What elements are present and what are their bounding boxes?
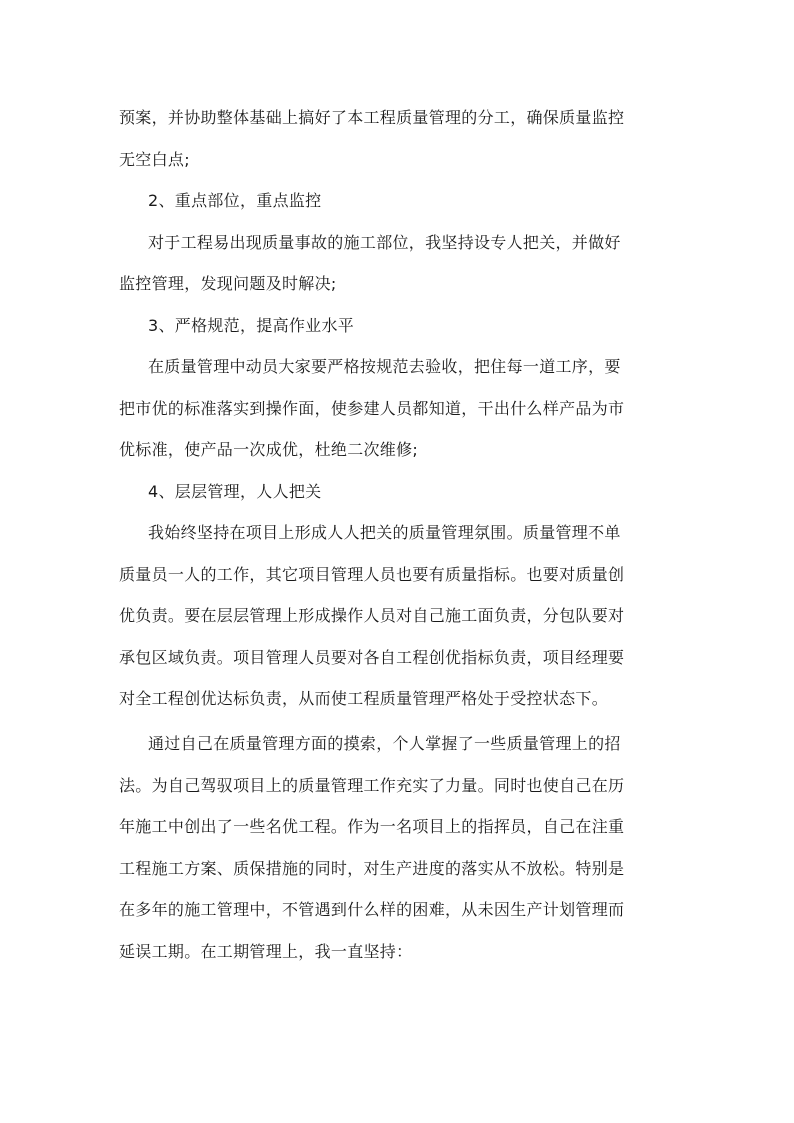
text-line: 法。为自己驾驭项目上的质量管理工作充实了力量。同时也使自己在历	[119, 776, 625, 795]
paragraph-start: 我始终坚持在项目上形成人人把关的质量管理氛围。质量管理不单	[148, 523, 621, 542]
section-heading: 2、重点部位，重点监控	[148, 191, 322, 210]
paragraph-start: 在质量管理中动员大家要严格按规范去验收，把住每一道工序，要	[148, 357, 621, 376]
text-line: 对全工程创优达标负责，从而使工程质量管理严格处于受控状态下。	[119, 689, 609, 708]
paragraph-start: 对于工程易出现质量事故的施工部位，我坚持设专人把关，并做好	[148, 233, 621, 252]
text-line: 承包区域负责。项目管理人员要对各自工程创优指标负责，项目经理要	[119, 648, 625, 667]
text-line: 质量员一人的工作，其它项目管理人员也要有质量指标。也要对质量创	[119, 565, 625, 584]
text-line: 把市优的标准落实到操作面，使参建人员都知道，干出什么样产品为市	[119, 399, 625, 418]
section-heading: 4、层层管理，人人把关	[148, 482, 322, 501]
paragraph-start: 通过自己在质量管理方面的摸索，个人掌握了一些质量管理上的招	[148, 734, 621, 753]
section-heading: 3、严格规范，提高作业水平	[148, 316, 355, 335]
text-line: 工程施工方案、质保措施的同时，对生产进度的落实从不放松。特别是	[119, 859, 625, 878]
text-line: 监控管理，发现问题及时解决;	[119, 274, 337, 293]
text-line: 年施工中创出了一些名优工程。作为一名项目上的指挥员，自己在注重	[119, 817, 625, 836]
text-line: 延误工期。在工期管理上，我一直坚持：	[119, 942, 413, 961]
text-line: 优负责。要在层层管理上形成操作人员对自己施工面负责，分包队要对	[119, 606, 625, 625]
text-line: 无空白点;	[119, 150, 190, 169]
text-line: 预案，并协助整体基础上搞好了本工程质量管理的分工，确保质量监控	[119, 108, 625, 127]
text-line: 优标准，使产品一次成优，杜绝二次维修;	[119, 440, 419, 459]
text-line: 在多年的施工管理中，不管遇到什么样的困难，从未因生产计划管理而	[119, 900, 625, 919]
